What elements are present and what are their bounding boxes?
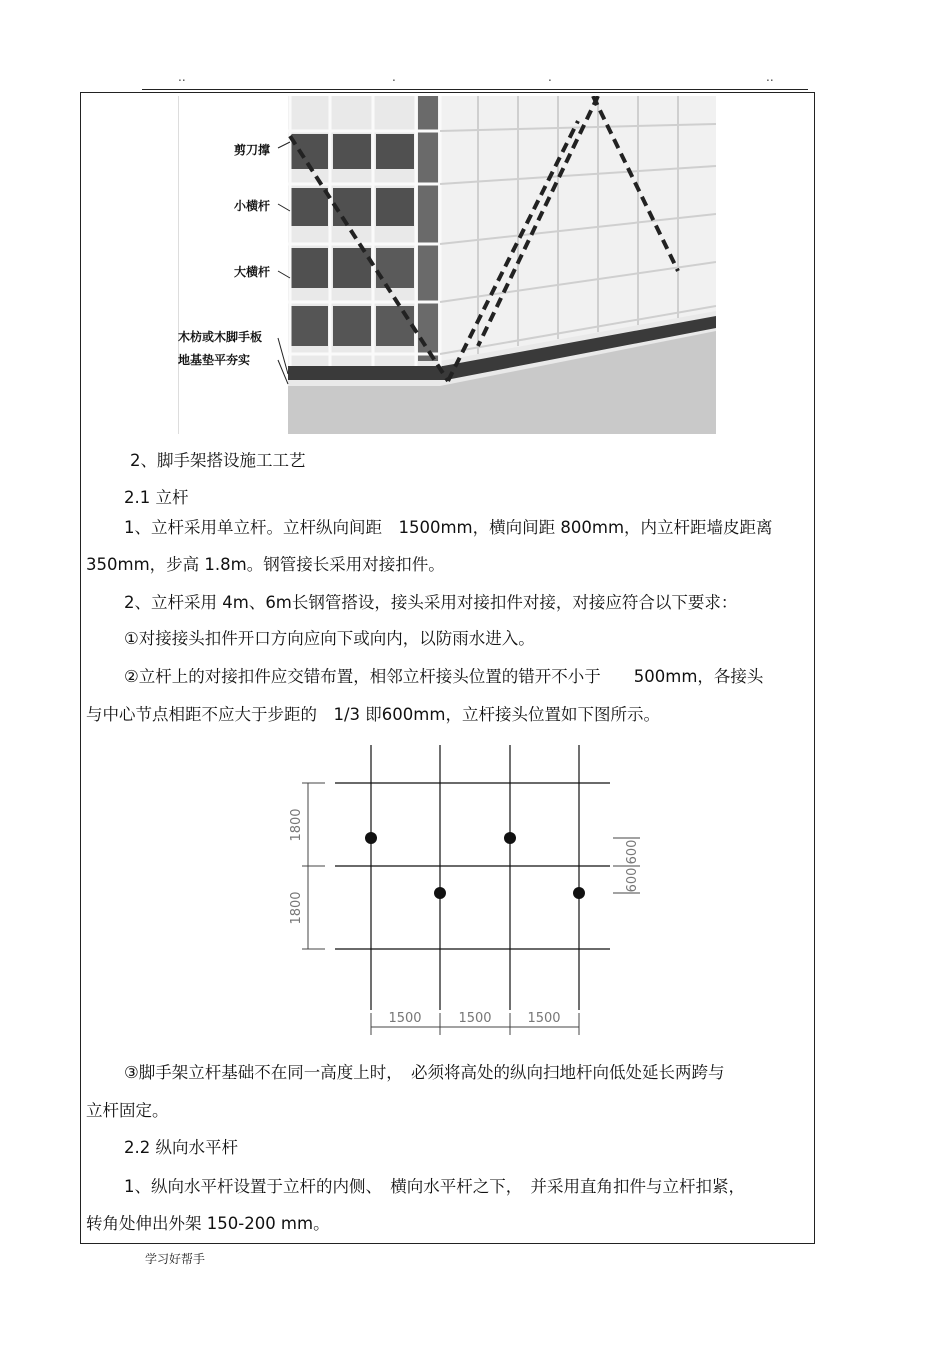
paragraph-line: 立杆固定。	[86, 1101, 169, 1120]
section-title: 2、脚手架搭设施工工艺	[130, 451, 306, 470]
paragraph-line: ②立杆上的对接扣件应交错布置，相邻立杆接头位置的错开不小于 500mm，各接头	[124, 667, 764, 686]
paragraph-line: 2、立杆采用 4m、6m长钢管搭设，接头采用对接扣件对接，对接应符合以下要求：	[124, 593, 738, 612]
pole-joint-diagram	[280, 745, 640, 1040]
paragraph-line: 转角处伸出外架 150-200 mm。	[86, 1214, 330, 1233]
dim-right-lower: 600	[625, 867, 640, 893]
subsection-title: 2.1 立杆	[124, 488, 189, 507]
dim-left-upper: 1800	[289, 808, 304, 842]
paragraph-line: 1、立杆采用单立杆。立杆纵向间距 1500mm，横向间距 800mm，内立杆距墙皮距离	[124, 518, 773, 537]
subsection-title: 2.2 纵向水平杆	[124, 1138, 238, 1157]
label-large-crossbar: 大横杆	[234, 265, 271, 279]
joint-dot	[365, 832, 377, 844]
header-mark: .	[392, 70, 396, 84]
label-small-crossbar: 小横杆	[234, 199, 271, 213]
joint-dot	[504, 832, 516, 844]
header-mark: ..	[178, 70, 186, 84]
paragraph-line: ①对接接头扣件开口方向应向下或向内，以防雨水进入。	[124, 629, 535, 648]
paragraph-line: ③脚手架立杆基础不在同一高度上时， 必须将高处的纵向扫地杆向低处延长两跨与	[124, 1063, 725, 1082]
dim-right-upper: 600	[625, 839, 640, 865]
joint-dot	[573, 887, 585, 899]
paragraph-line: 与中心节点相距不应大于步距的 1/3 即600mm，立杆接头位置如下图所示。	[86, 705, 660, 724]
paragraph-line: 1、纵向水平杆设置于立杆的内侧、 横向水平杆之下， 并采用直角扣件与立杆扣紧，	[124, 1177, 745, 1196]
label-wooden-board: 木枋或木脚手板	[178, 330, 263, 344]
footer-text: 学习好帮手	[145, 1252, 206, 1266]
dim-bottom-1: 1500	[388, 1011, 422, 1026]
dim-bottom-3: 1500	[527, 1011, 561, 1026]
dim-bottom-2: 1500	[458, 1011, 492, 1026]
header-mark: ..	[766, 70, 774, 84]
header-mark: .	[548, 70, 552, 84]
dim-left-lower: 1800	[289, 891, 304, 925]
scaffold-illustration	[178, 96, 716, 434]
header-rule	[142, 89, 808, 90]
label-foundation: 地基垫平夯实	[178, 353, 251, 367]
paragraph-line: 350mm，步高 1.8m。钢管接长采用对接扣件。	[86, 555, 445, 574]
label-scissor-brace: 剪刀撑	[234, 143, 271, 157]
joint-dot	[434, 887, 446, 899]
